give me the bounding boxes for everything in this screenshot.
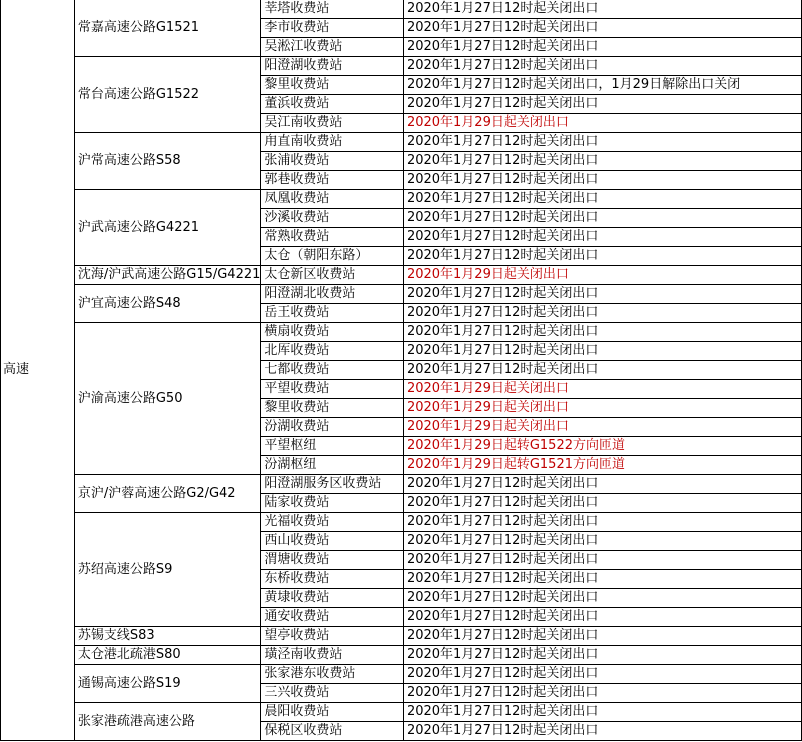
- status-cell[interactable]: 2020年1月27日12时起关闭出口: [403, 38, 801, 57]
- status-cell[interactable]: 2020年1月27日12时起关闭出口: [403, 342, 801, 361]
- status-cell[interactable]: 2020年1月27日12时起关闭出口: [403, 722, 801, 741]
- road-name-cell[interactable]: 张家港疏港高速公路: [74, 703, 261, 741]
- station-cell[interactable]: 黄埭收费站: [261, 589, 404, 608]
- status-cell[interactable]: 2020年1月27日12时起关闭出口: [403, 684, 801, 703]
- station-cell[interactable]: 平望枢纽: [261, 437, 404, 456]
- station-cell[interactable]: 黎里收费站: [261, 76, 404, 95]
- station-cell[interactable]: 晨阳收费站: [261, 703, 404, 722]
- road-name-cell[interactable]: 太仓港北疏港S80: [74, 646, 261, 665]
- status-cell[interactable]: 2020年1月27日12时起关闭出口: [403, 209, 801, 228]
- station-cell[interactable]: 璜泾南收费站: [261, 646, 404, 665]
- station-cell[interactable]: 李市收费站: [261, 19, 404, 38]
- table-row: [1, 646, 802, 665]
- road-name-cell[interactable]: 通锡高速公路S19: [74, 665, 261, 703]
- status-cell[interactable]: 2020年1月27日12时起关闭出口: [403, 665, 801, 684]
- station-cell[interactable]: 阳澄湖北收费站: [261, 285, 404, 304]
- station-cell[interactable]: 太仓新区收费站: [261, 266, 404, 285]
- station-cell[interactable]: 阳澄湖服务区收费站: [261, 475, 404, 494]
- status-cell[interactable]: 2020年1月27日12时起关闭出口: [403, 323, 801, 342]
- station-cell[interactable]: 吴淞江收费站: [261, 38, 404, 57]
- status-cell[interactable]: 2020年1月27日12时起关闭出口: [403, 95, 801, 114]
- table-row: [1, 285, 802, 304]
- status-cell[interactable]: 2020年1月29日起转G1521方向匝道: [403, 456, 801, 475]
- road-name-cell[interactable]: 沪宜高速公路S48: [74, 285, 261, 323]
- status-cell[interactable]: 2020年1月27日12时起关闭出口: [403, 133, 801, 152]
- status-cell[interactable]: 2020年1月27日12时起关闭出口: [403, 152, 801, 171]
- status-cell[interactable]: 2020年1月27日12时起关闭出口: [403, 570, 801, 589]
- road-name-cell[interactable]: 京沪/沪蓉高速公路G2/G42: [74, 475, 261, 513]
- road-name-cell[interactable]: 苏锡支线S83: [74, 627, 261, 646]
- closure-table-body: [1, 0, 802, 741]
- station-cell[interactable]: 董浜收费站: [261, 95, 404, 114]
- station-cell[interactable]: 平望收费站: [261, 380, 404, 399]
- station-cell[interactable]: 沙溪收费站: [261, 209, 404, 228]
- status-cell[interactable]: 2020年1月27日12时起关闭出口: [403, 627, 801, 646]
- status-cell[interactable]: 2020年1月27日12时起关闭出口: [403, 361, 801, 380]
- station-cell[interactable]: 吴江南收费站: [261, 114, 404, 133]
- road-name-cell[interactable]: 常嘉高速公路G1521: [74, 0, 261, 57]
- station-cell[interactable]: 郭巷收费站: [261, 171, 404, 190]
- table-row: [1, 190, 802, 209]
- station-cell[interactable]: 光福收费站: [261, 513, 404, 532]
- road-name-cell[interactable]: 沪渝高速公路G50: [74, 323, 261, 475]
- status-cell[interactable]: 2020年1月27日12时起关闭出口: [403, 646, 801, 665]
- status-cell[interactable]: 2020年1月27日12时起关闭出口: [403, 608, 801, 627]
- station-cell[interactable]: 保税区收费站: [261, 722, 404, 741]
- table-row: [1, 57, 802, 76]
- status-cell[interactable]: 2020年1月29日起转G1522方向匝道: [403, 437, 801, 456]
- status-cell[interactable]: 2020年1月27日12时起关闭出口: [403, 228, 801, 247]
- table-row: [1, 0, 802, 19]
- station-cell[interactable]: 东桥收费站: [261, 570, 404, 589]
- status-cell[interactable]: 2020年1月27日12时起关闭出口: [403, 513, 801, 532]
- station-cell[interactable]: 莘塔收费站: [261, 0, 404, 19]
- station-cell[interactable]: 阳澄湖收费站: [261, 57, 404, 76]
- station-cell[interactable]: 张浦收费站: [261, 152, 404, 171]
- station-cell[interactable]: 陆家收费站: [261, 494, 404, 513]
- station-cell[interactable]: 北厍收费站: [261, 342, 404, 361]
- status-cell[interactable]: 2020年1月27日12时起关闭出口: [403, 247, 801, 266]
- table-row: [1, 703, 802, 722]
- station-cell[interactable]: 七都收费站: [261, 361, 404, 380]
- status-cell[interactable]: 2020年1月27日12时起关闭出口: [403, 19, 801, 38]
- road-name-cell[interactable]: 沈海/沪武高速公路G15/G4221: [74, 266, 261, 285]
- road-name-cell[interactable]: 苏绍高速公路S9: [74, 513, 261, 627]
- station-cell[interactable]: 黎里收费站: [261, 399, 404, 418]
- station-cell[interactable]: 西山收费站: [261, 532, 404, 551]
- status-cell[interactable]: 2020年1月27日12时起关闭出口: [403, 494, 801, 513]
- status-cell[interactable]: 2020年1月27日12时起关闭出口，1月29日解除出口关闭: [403, 76, 801, 95]
- status-cell[interactable]: 2020年1月27日12时起关闭出口: [403, 57, 801, 76]
- station-cell[interactable]: 汾湖枢纽: [261, 456, 404, 475]
- station-cell[interactable]: 汾湖收费站: [261, 418, 404, 437]
- status-cell[interactable]: 2020年1月27日12时起关闭出口: [403, 703, 801, 722]
- status-cell[interactable]: 2020年1月29日起关闭出口: [403, 266, 801, 285]
- status-cell[interactable]: 2020年1月27日12时起关闭出口: [403, 171, 801, 190]
- table-row: [1, 133, 802, 152]
- status-cell[interactable]: 2020年1月27日12时起关闭出口: [403, 304, 801, 323]
- status-cell[interactable]: 2020年1月27日12时起关闭出口: [403, 285, 801, 304]
- table-row: [1, 323, 802, 342]
- status-cell[interactable]: 2020年1月27日12时起关闭出口: [403, 551, 801, 570]
- status-cell[interactable]: 2020年1月27日12时起关闭出口: [403, 190, 801, 209]
- status-cell[interactable]: 2020年1月27日12时起关闭出口: [403, 475, 801, 494]
- status-cell[interactable]: 2020年1月29日起关闭出口: [403, 399, 801, 418]
- category-cell[interactable]: 高速: [1, 0, 75, 741]
- status-cell[interactable]: 2020年1月27日12时起关闭出口: [403, 532, 801, 551]
- station-cell[interactable]: 横扇收费站: [261, 323, 404, 342]
- station-cell[interactable]: 张家港东收费站: [261, 665, 404, 684]
- status-cell[interactable]: 2020年1月29日起关闭出口: [403, 380, 801, 399]
- station-cell[interactable]: 望亭收费站: [261, 627, 404, 646]
- station-cell[interactable]: 三兴收费站: [261, 684, 404, 703]
- table-row: [1, 665, 802, 684]
- station-cell[interactable]: 通安收费站: [261, 608, 404, 627]
- status-cell[interactable]: 2020年1月27日12时起关闭出口: [403, 0, 801, 19]
- road-name-cell[interactable]: 沪常高速公路S58: [74, 133, 261, 190]
- table-row: [1, 475, 802, 494]
- station-cell[interactable]: 常熟收费站: [261, 228, 404, 247]
- station-cell[interactable]: 甪直南收费站: [261, 133, 404, 152]
- station-cell[interactable]: 渭塘收费站: [261, 551, 404, 570]
- status-cell[interactable]: 2020年1月27日12时起关闭出口: [403, 589, 801, 608]
- table-row: [1, 627, 802, 646]
- road-name-cell[interactable]: 沪武高速公路G4221: [74, 190, 261, 266]
- table-row: [1, 513, 802, 532]
- table-row: [1, 266, 802, 285]
- road-name-cell[interactable]: 常台高速公路G1522: [74, 57, 261, 133]
- status-cell[interactable]: 2020年1月29日起关闭出口: [403, 418, 801, 437]
- station-cell[interactable]: 凤凰收费站: [261, 190, 404, 209]
- station-cell[interactable]: 太仓（朝阳东路）: [261, 247, 404, 266]
- station-cell[interactable]: 岳王收费站: [261, 304, 404, 323]
- status-cell[interactable]: 2020年1月29日起关闭出口: [403, 114, 801, 133]
